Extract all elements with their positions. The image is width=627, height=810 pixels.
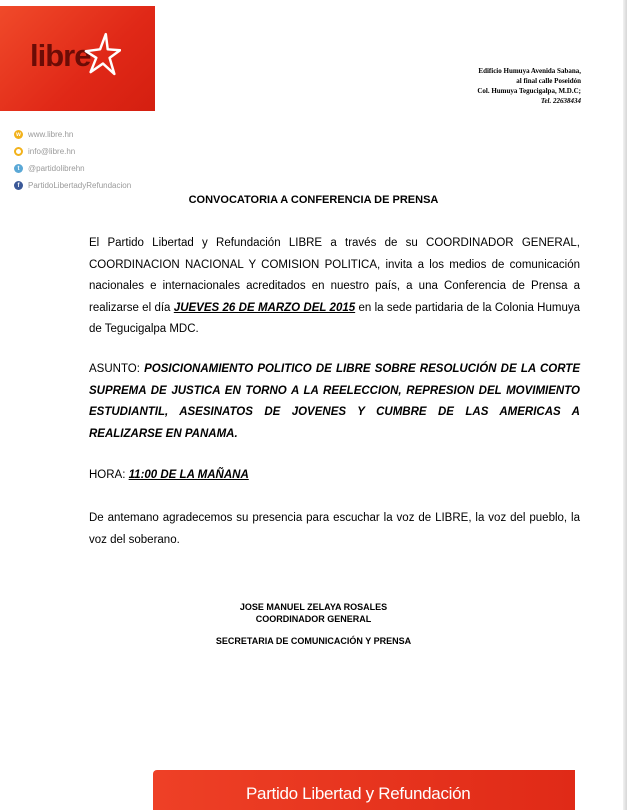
subject-label: ASUNTO: [89, 363, 145, 375]
subject-paragraph [89, 359, 580, 445]
time-paragraph [89, 465, 580, 487]
contact-facebook[interactable] [14, 177, 131, 194]
web-icon: w [14, 130, 23, 139]
document-title: CONVOCATORIA A CONFERENCIA DE PRENSA [188, 194, 439, 206]
signatory-role: COORDINADOR GENERAL [255, 614, 372, 624]
contact-twitter-text: @partidolibrehn [28, 164, 85, 173]
address-phone: Tel. 22638434 [540, 97, 581, 105]
signatory-name: JOSE MANUEL ZELAYA ROSALES [239, 602, 388, 612]
address-line-2: al final calle Poseidón [516, 77, 581, 85]
footer-text: Partido Libertad y Refundación [246, 784, 471, 803]
mail-icon [14, 147, 23, 156]
invitation-text-start: El Partido Libertad y Refundación LIBRE a través de su COORDINADOR GENERAL, COORDINACION NACIONAL Y COMISION POLITICA, invita a los medios de comunicación nacionales e internacionales acreditados en nuestro país, a una Conferencia de Prensa a realizarse el día [89, 237, 580, 314]
contact-web[interactable] [14, 126, 131, 143]
contact-twitter[interactable] [14, 160, 131, 177]
contact-email-text: info@libre.hn [28, 147, 76, 156]
invitation-text-end: en la sede partidaria de la Colonia Humuya de Tegucigalpa MDC. [89, 301, 581, 335]
closing-paragraph: De antemano agradecemos su presencia para escuchar la voz de LIBRE, la voz del pueblo, la voz del soberano. [89, 512, 580, 546]
contact-list [14, 126, 131, 194]
address-line-1: Edificio Humuya Avenida Sabana, [478, 67, 581, 75]
contact-email[interactable] [14, 143, 131, 160]
logo-text: libre [30, 38, 91, 73]
time-label: HORA: [89, 469, 129, 481]
star-icon [83, 32, 121, 78]
signatory-department: SECRETARIA DE COMUNICACIÓN Y PRENSA [215, 636, 412, 646]
libre-logo [0, 6, 155, 111]
address-block [477, 66, 581, 106]
subject-text: POSICIONAMIENTO POLITICO DE LIBRE SOBRE RESOLUCIÓN DE LA CORTE SUPREMA DE JUSTICA EN TORNO A LA REELECCION, REPRESION DEL MOVIMIENTO ESTUDIANTIL, ASESINATOS DE JOVENES Y CUMBRE DE LAS AMERICAS A REALIZARSE EN PANAMA. [89, 363, 580, 440]
time-value: 11:00 DE LA MAÑANA [128, 469, 249, 481]
invitation-paragraph [89, 233, 580, 341]
page-edge [623, 0, 627, 810]
facebook-icon: f [14, 181, 23, 190]
address-line-3: Col. Humuya Tegucigalpa, M.D.C; [477, 87, 581, 95]
contact-facebook-text: PartidoLibertadyRefundacion [28, 181, 132, 190]
twitter-icon: t [14, 164, 23, 173]
contact-web-text: www.libre.hn [28, 130, 74, 139]
event-date: JUEVES 26 DE MARZO DEL 2015 [173, 301, 356, 314]
